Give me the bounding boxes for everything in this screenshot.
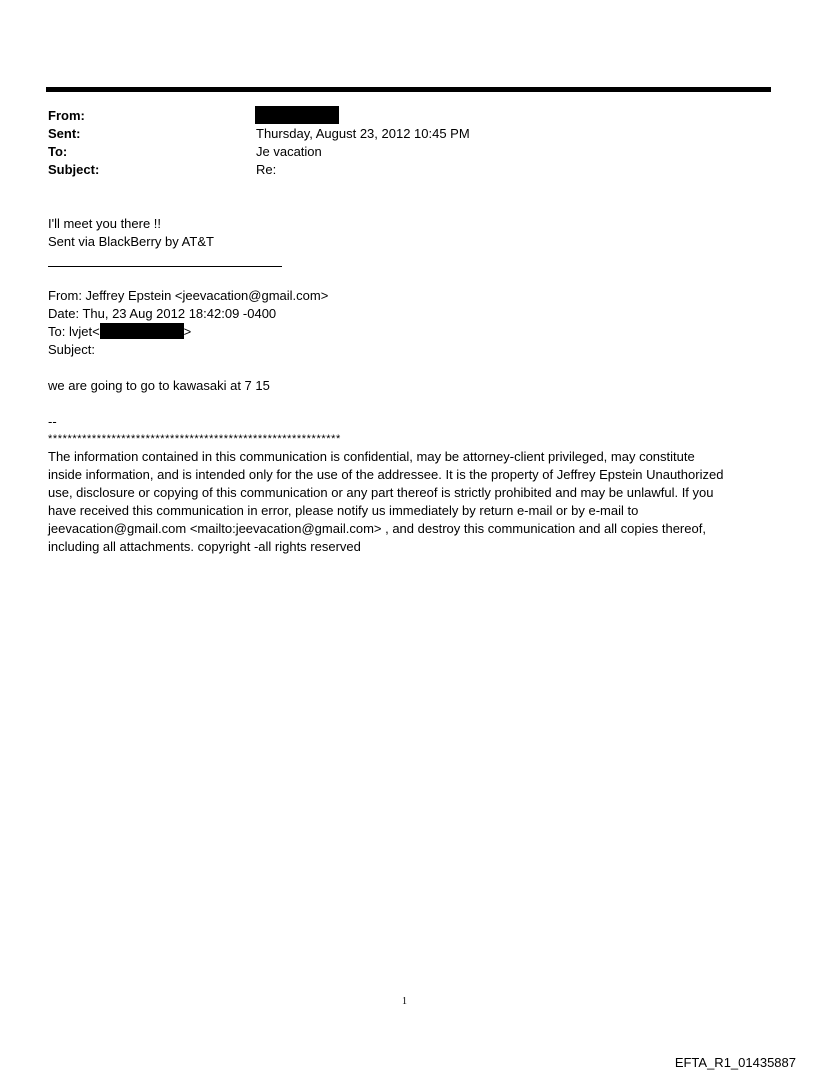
to-value: Je vacation (256, 144, 322, 159)
from-label: From: (48, 108, 85, 123)
reply-line: I'll meet you there !! (48, 216, 162, 231)
subject-value: Re: (256, 162, 277, 177)
sent-label: Sent: (48, 126, 81, 141)
disclaimer-line: The information contained in this communication is confidential, may be attorney-client privileged, may constitute (48, 449, 695, 464)
signature-stars: ************************************************************ (48, 433, 341, 445)
disclaimer-line: including all attachments. copyright -all rights reserved (48, 539, 361, 554)
header-rule (46, 87, 771, 92)
bates-number: EFTA_R1_01435887 (674, 1055, 796, 1070)
to-label: To: (48, 144, 68, 159)
disclaimer-line: jeevacation@gmail.com <mailto:jeevacation@gmail.com> , and destroy this communication and all copies thereof, (48, 521, 706, 536)
disclaimer-line: inside information, and is intended only for the use of the addressee. It is the property of Jeffrey Epstein Unauthorized (48, 467, 724, 482)
signature-dashes: -- (48, 414, 57, 429)
reply-signature-line: Sent via BlackBerry by AT&T (48, 234, 214, 249)
quote-separator (48, 266, 282, 267)
confidentiality-disclaimer (48, 448, 764, 556)
quoted-to-line (48, 323, 191, 341)
quoted-from-line: From: Jeffrey Epstein <jeevacation@gmail.com> (48, 288, 329, 303)
sent-value: Thursday, August 23, 2012 10:45 PM (256, 126, 470, 141)
quoted-date-line: Date: Thu, 23 Aug 2012 18:42:09 -0400 (48, 306, 277, 321)
subject-label: Subject: (48, 162, 100, 177)
disclaimer-line: use, disclosure or copying of this communication or any part thereof is strictly prohibited and may be unlawful. If you (48, 485, 714, 500)
quoted-subject-line: Subject: (48, 342, 95, 357)
from-redaction (255, 106, 339, 124)
to-redaction (100, 323, 184, 339)
disclaimer-line: have received this communication in error, please notify us immediately by return e-mail or by e-mail to (48, 503, 639, 518)
page-number: 1 (402, 996, 407, 1007)
quoted-body-line: we are going to go to kawasaki at 7 15 (48, 378, 270, 393)
quoted-to-prefix: To: lvjet< (48, 324, 100, 339)
quoted-to-suffix: > (183, 324, 192, 339)
